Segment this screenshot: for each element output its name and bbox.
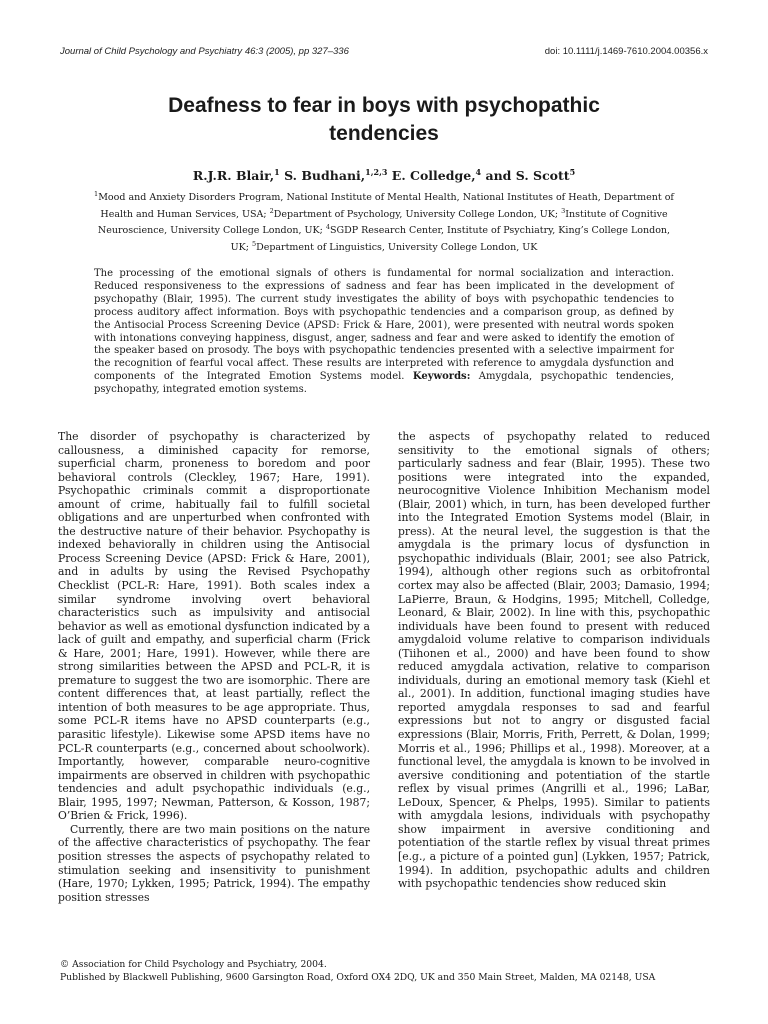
author-affil-mark: 1 (274, 167, 280, 177)
author-name: R.J.R. Blair, (192, 168, 275, 184)
affil-text: SGDP Research Center, Institute of Psychiatry, King’s College London, UK; (230, 225, 671, 254)
author-list (60, 167, 708, 183)
author-affil-mark: 1,2,3 (365, 167, 388, 177)
abstract (94, 268, 674, 397)
affil-mark: 2 (269, 206, 274, 215)
publisher-line: Published by Blackwell Publishing, 9600 Garsington Road, Oxford OX4 2DQ, UK and 350 Main Street, Malden, MA 02148, USA (60, 972, 656, 983)
body-column-right (398, 430, 710, 891)
affil-mark: 3 (561, 206, 566, 215)
body-paragraph: Currently, there are two main positions on the nature of the affective characteristics of psychopathy. The fear position stresses the aspects of psychopathy related to stimulation seeking and insensitivity to punishment (Hare, 1970; Lykken, 1995; Patrick, 1994). The empathy position stresses (58, 822, 370, 904)
author-affil-mark: 4 (475, 167, 482, 177)
doi[interactable]: doi: 10.1111/j.1469-7610.2004.00356.x (544, 46, 708, 57)
page-footer (60, 958, 718, 984)
author-name: S. Budhani, (279, 168, 366, 184)
affil-text: Institute of Cognitive Neuroscience, University College London, UK; (97, 208, 668, 237)
affil-mark: 1 (94, 190, 99, 198)
keywords-list: Amygdala, psychopathic tendencies, psychopathy, integrated emotion systems. (94, 371, 674, 396)
running-header (60, 46, 708, 57)
title-line-1: Deafness to fear in boys with psychopathic (168, 94, 600, 117)
author-name: E. Colledge, (387, 168, 476, 184)
abstract-text: The processing of the emotional signals of others is fundamental for normal socialization and interaction. Reduced responsiveness to the expressions of sadness and fear has been implicated in the development of psychopathy (Blair, 1995). The current study investigates the ability of boys with psychopathic tendencies to process auditory affect information. Boys with psychopathic tendencies and a comparison group, as defined by the Antisocial Process Screening Device (APSD: Frick & Hare, 2001), were presented with neutral words spoken with intonations conveying happiness, disgust, anger, sadness and fear and were asked to identify the emotion of the speaker based on prosody. The boys with psychopathic tendencies presented with a selective impairment for the recognition of fearful vocal affect. These results are interpreted with reference to amygdala dysfunction and components of the Integrated Emotion Systems model. (94, 268, 674, 383)
body-column-left (58, 430, 370, 904)
affiliations (90, 188, 678, 255)
body-paragraph: the aspects of psychopathy related to reduced sensitivity to the emotional signals of others; particularly sadness and fear (Blair, 1995). These two positions were integrated into the expanded, neurocognitive Violence Inhibition Mechanism model (Blair, 2001) which, in turn, has been developed further into the Integrated Emotion Systems model (Blair, in press). At the neural level, the suggestion is that the amygdala is the primary locus of dysfunction in psychopathic individuals (Blair, 2001; see also Patrick, 1994), although other regions such as orbitofrontal cortex may also be affected (Blair, 2003; Damasio, 1994; LaPierre, Braun, & Hodgins, 1995; Mitchell, Colledge, Leonard, & Blair, 2002). In line with this, psychopathic individuals have been found to present with reduced amygdaloid volume relative to comparison individuals (Tiihonen et al., 2000) and have been found to show reduced amygdala activation, relative to comparison individuals, during an emotional memory task (Kiehl et al., 2001). In addition, functional imaging studies have reported amygdala responses to sad and fearful expressions but not to angry or disgusted facial expressions (Blair, Morris, Frith, Perrett, & Dolan, 1999; Morris et al., 1996; Phillips et al., 1998). Moreover, at a functional level, the amygdala is known to be involved in aversive conditioning and potentiation of the startle reflex by visual primes (Angrilli et al., 1996; LaBar, LeDoux, Spencer, & Phelps, 1995). Similar to patients with amygdala lesions, individuals with psychopathy show impairment in aversive conditioning and potentiation of the startle reflex by visual threat primes [e.g., a picture of a pointed gun] (Lykken, 1957; Patrick, 1994). In addition, psychopathic adults and children with psychopathic tendencies show reduced skin (398, 430, 710, 891)
keywords-label: Keywords: (412, 371, 471, 383)
author-name: and S. Scott (481, 168, 570, 184)
body-paragraph: The disorder of psychopathy is characterized by callousness, a diminished capacity for remorse, superficial charm, proneness to boredom and poor behavioral controls (Cleckley, 1967; Hare, 1991). Psychopathic criminals commit a disproportionate amount of crime, habitually fail to fulfill societal obligations and are unperturbed when confronted with the destructive nature of their behavior. Psychopathy is indexed behaviorally in children using the Antisocial Process Screening Device (APSD: Frick & Hare, 2001), and in adults by using the Revised Psychopathy Checklist (PCL-R: Hare, 1991). Both scales index a similar syndrome involving overt behavioral characteristics such as impulsivity and antisocial behavior as well as emotional dysfunction indicated by a lack of guilt and empathy, and superficial charm (Frick & Hare, 2001; Hare, 1991). However, while there are strong similarities between the APSD and PCL-R, it is premature to suggest the two are isomorphic. There are content differences that, at least partially, reflect the intention of both measures to be age appropriate. Thus, some PCL-R items have no APSD counterparts (e.g., parasitic lifestyle). Likewise some APSD items have no PCL-R counterparts (e.g., concerned about schoolwork). Importantly, however, comparable neuro-cognitive impairments are observed in children with psychopathic tendencies and adult psychopathic individuals (e.g., Blair, 1995, 1997; Newman, Patterson, & Kosson, 1987; O’Brien & Frick, 1996). (58, 430, 370, 823)
affil-mark: 4 (325, 223, 330, 232)
copyright-line: © Association for Child Psychology and Psychiatry, 2004. (60, 959, 327, 970)
affil-mark: 5 (251, 239, 257, 248)
title-line-2: tendencies (329, 122, 439, 145)
paper-title (80, 92, 688, 148)
affil-text: Mood and Anxiety Disorders Program, National Institute of Mental Health, National Institutes of Heath, Department of Health and Human Services, USA; (98, 192, 674, 220)
affil-text: Department of Psychology, University College London, UK; (273, 208, 562, 220)
affil-text: Department of Linguistics, University College London, UK (256, 242, 538, 254)
author-affil-mark: 5 (569, 167, 576, 177)
journal-citation: Journal of Child Psychology and Psychiatry 46:3 (2005), pp 327–336 (60, 46, 349, 57)
